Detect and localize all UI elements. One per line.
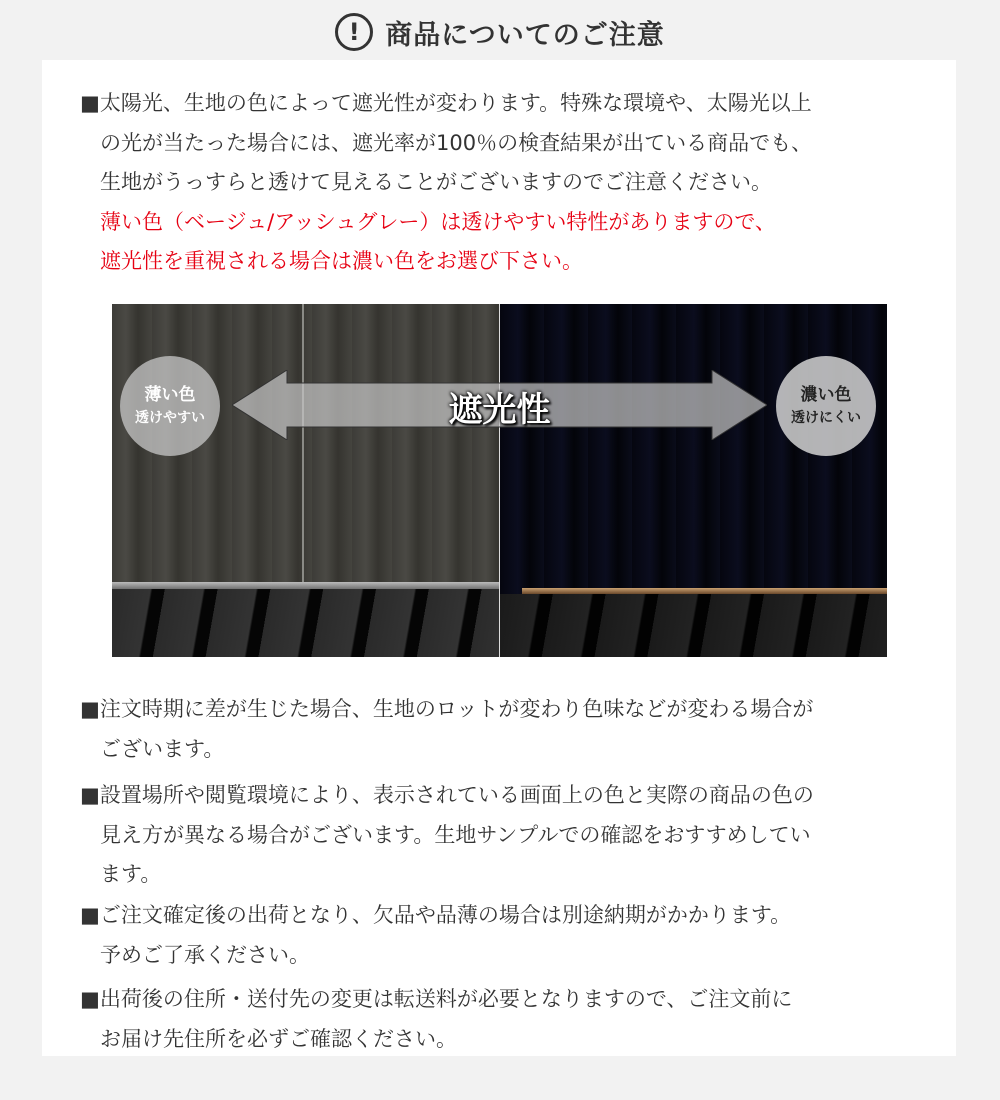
curtain-comparison-photo: [112, 304, 887, 657]
floor-left: [112, 589, 499, 657]
note-line: 見え方が異なる場合がございます。生地サンプルでの確認をおすすめしてい: [100, 822, 811, 847]
badge-title: 濃い色: [800, 385, 852, 405]
notice-line: 生地がうっすらと透けて見えることがございますのでご注意ください。: [100, 170, 772, 194]
curtain-seam: [302, 304, 304, 589]
note-line: ■出荷後の住所・送付先の変更は転送料が必要となりますので、ご注文前に: [80, 987, 793, 1011]
arrow-label: 遮光性: [448, 390, 551, 430]
notice-header: [0, 10, 1000, 54]
badge-title: 薄い色: [144, 385, 196, 405]
warning-line: 遮光性を重視される場合は濃い色をお選び下さい。: [100, 249, 583, 273]
note-line: ございます。: [100, 736, 225, 761]
badge-sub: 透けやすい: [135, 410, 205, 426]
note-line: ます。: [100, 862, 162, 886]
note-shipping: [80, 896, 791, 975]
note-line: お届け先住所を必ずご確認ください。: [100, 1026, 457, 1051]
note-display: [80, 776, 814, 895]
badge-sub: 透けにくい: [791, 410, 861, 426]
notice-line: ■太陽光、生地の色によって遮光性が変わります。特殊な環境や、太陽光以上: [80, 91, 812, 115]
note-line: 予めご了承ください。: [100, 942, 310, 967]
note-address: [80, 980, 792, 1059]
warning-line: 薄い色（ベージュ/アッシュグレー）は透けやすい特性がありますので、: [100, 209, 776, 234]
floor-right: [500, 594, 887, 657]
dark-color-badge: [776, 356, 876, 456]
note-line: ■ご注文確定後の出荷となり、欠品や品薄の場合は別途納期がかかります。: [80, 903, 792, 927]
note-line: ■注文時期に差が生じた場合、生地のロットが変わり色味などが変わる場合が: [80, 697, 814, 721]
note-line: ■設置場所や閲覧環境により、表示されている画面上の色と実際の商品の色の: [80, 783, 814, 807]
notice-line: の光が当たった場合には、遮光率が100％の検査結果が出ている商品でも、: [100, 130, 813, 155]
notice-panel: [42, 60, 956, 1056]
light-blocking-notice: [80, 84, 812, 282]
light-color-badge: [120, 356, 220, 456]
note-lot: [80, 690, 813, 769]
exclamation-circle-icon: !: [335, 13, 373, 51]
page-title: 商品についてのご注意: [385, 19, 665, 51]
